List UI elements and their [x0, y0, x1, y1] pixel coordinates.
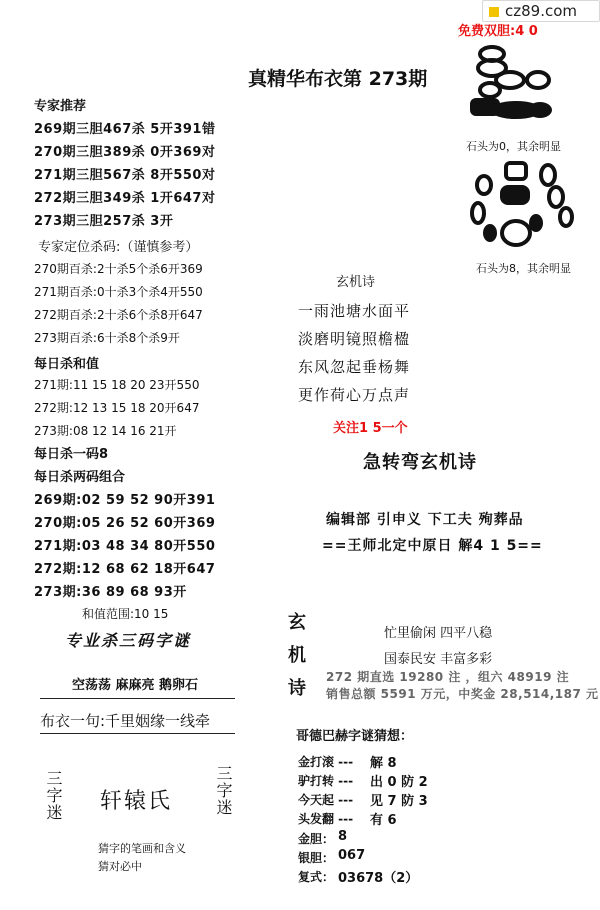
kill-two-item: 271期:03 48 34 80开550	[34, 539, 216, 554]
watermark-text: cz89.com	[505, 2, 578, 20]
riddle-title: 专业杀三码字谜	[65, 631, 192, 650]
sales-stat: 销售总额 5591 万元，中奖金 28,514,187 元	[326, 687, 599, 701]
position-kill-item: 272期百杀:2十杀6个杀8开647	[34, 308, 203, 322]
twist-poem-title: 急转弯玄机诗	[363, 452, 477, 473]
attention-note: 关注1 5一个	[333, 421, 408, 436]
goldbach-value: 见 7 防 3	[370, 794, 428, 809]
goldbach-label: 头发翻 ---	[298, 812, 354, 826]
xuanyuan-riddle: 轩辕氏	[100, 789, 173, 814]
expert-item: 272期三胆349杀 1开647对	[34, 191, 216, 206]
xuanji-char: 玄	[288, 612, 306, 633]
expert-heading: 专家推荐	[34, 99, 87, 114]
divider	[40, 733, 235, 734]
position-kill-item: 270期百杀:2十杀5个杀6开369	[34, 262, 203, 276]
xuanji-char: 诗	[288, 678, 306, 699]
buyi-line: 布衣一句:千里姻缘一线牵	[40, 712, 211, 730]
guess-hint: 猜字的笔画和含义	[98, 842, 186, 855]
kill-two-heading: 每日杀两码组合	[34, 470, 126, 485]
xuanji-line: 忙里偷闲 四平八稳	[384, 626, 493, 641]
stone-puzzle-image-2	[470, 155, 580, 255]
kill-one-code: 每日杀一码8	[34, 447, 109, 462]
stone-caption: 石头为8，其余明显	[476, 262, 571, 275]
expert-item: 270期三胆389杀 0开369对	[34, 145, 216, 160]
expert-item: 271期三胆567杀 8开550对	[34, 168, 216, 183]
watermark-square-icon	[489, 7, 499, 17]
goldbach-label: 金打滚 ---	[298, 755, 354, 769]
poem-line: 淡磨明镜照檐楹	[298, 330, 411, 348]
poem-line: 东风忽起垂杨舞	[298, 358, 411, 376]
poem-line: 一雨池塘水面平	[298, 302, 411, 320]
position-kill-item: 273期百杀:6十杀8个杀9开	[34, 331, 180, 345]
sum-kill-item: 273期:08 12 14 16 21开	[34, 424, 177, 438]
riddle-words: 空荡荡 麻麻亮 鹅卵石	[72, 678, 199, 693]
sum-kill-item: 272期:12 13 15 18 20开647	[34, 401, 200, 415]
kill-two-item: 272期:12 68 62 18开647	[34, 562, 216, 577]
three-char-riddle-right: 三字迷	[214, 765, 233, 816]
goldbach-value: 解 8	[370, 756, 397, 771]
page-title: 真精华布衣第 273期	[248, 68, 428, 90]
guess-hint: 猜对必中	[98, 860, 142, 873]
goldbach-label: 银胆：	[298, 851, 335, 865]
expert-item: 273期三胆257杀 3开	[34, 214, 174, 229]
stone-puzzle-image-1	[460, 40, 570, 130]
poem-heading: 玄机诗	[336, 275, 376, 290]
xuanji-line: 国泰民安 丰富多彩	[384, 652, 493, 667]
goldbach-value: 067	[338, 848, 366, 863]
editorial-line: 编辑部 引申义 下工夫 殉葬品	[326, 512, 524, 528]
three-char-riddle-left: 三字迷	[44, 770, 63, 821]
goldbach-label: 金胆：	[298, 832, 335, 846]
divider	[40, 698, 235, 699]
goldbach-label: 今天起 ---	[298, 793, 354, 807]
site-watermark	[482, 0, 600, 22]
poem-line: 更作荷心万点声	[298, 386, 411, 404]
kill-two-item: 273期:36 89 68 93开	[34, 585, 187, 600]
xuanji-char: 机	[288, 645, 306, 666]
sales-stat: 272 期直选 19280 注 ，组六 48919 注	[326, 670, 570, 684]
wang-line: ==王师北定中原日 解4 1 5==	[322, 538, 543, 554]
kill-two-item: 270期:05 26 52 60开369	[34, 516, 216, 531]
kill-two-item: 269期:02 59 52 90开391	[34, 493, 216, 508]
free-double-label: 免费双胆:4 0	[458, 24, 538, 39]
sum-kill-heading: 每日杀和值	[34, 357, 100, 372]
position-kill-heading: 专家定位杀码:（谨慎参考）	[38, 240, 199, 255]
goldbach-value: 03678（2）	[338, 871, 419, 886]
expert-item: 269期三胆467杀 5开391错	[34, 122, 216, 137]
goldbach-value: 有 6	[370, 813, 397, 828]
sum-kill-item: 271期:11 15 18 20 23开550	[34, 378, 200, 392]
goldbach-label: 驴打转 ---	[298, 774, 354, 788]
sum-range: 和值范围:10 15	[82, 607, 169, 621]
goldbach-value: 8	[338, 829, 348, 844]
position-kill-item: 271期百杀:0十杀3个杀4开550	[34, 285, 203, 299]
goldbach-value: 出 0 防 2	[370, 775, 428, 790]
goldbach-heading: 哥德巴赫字谜猜想：	[296, 729, 414, 744]
stone-caption: 石头为0，其余明显	[466, 140, 561, 153]
goldbach-label: 复式：	[298, 870, 335, 884]
